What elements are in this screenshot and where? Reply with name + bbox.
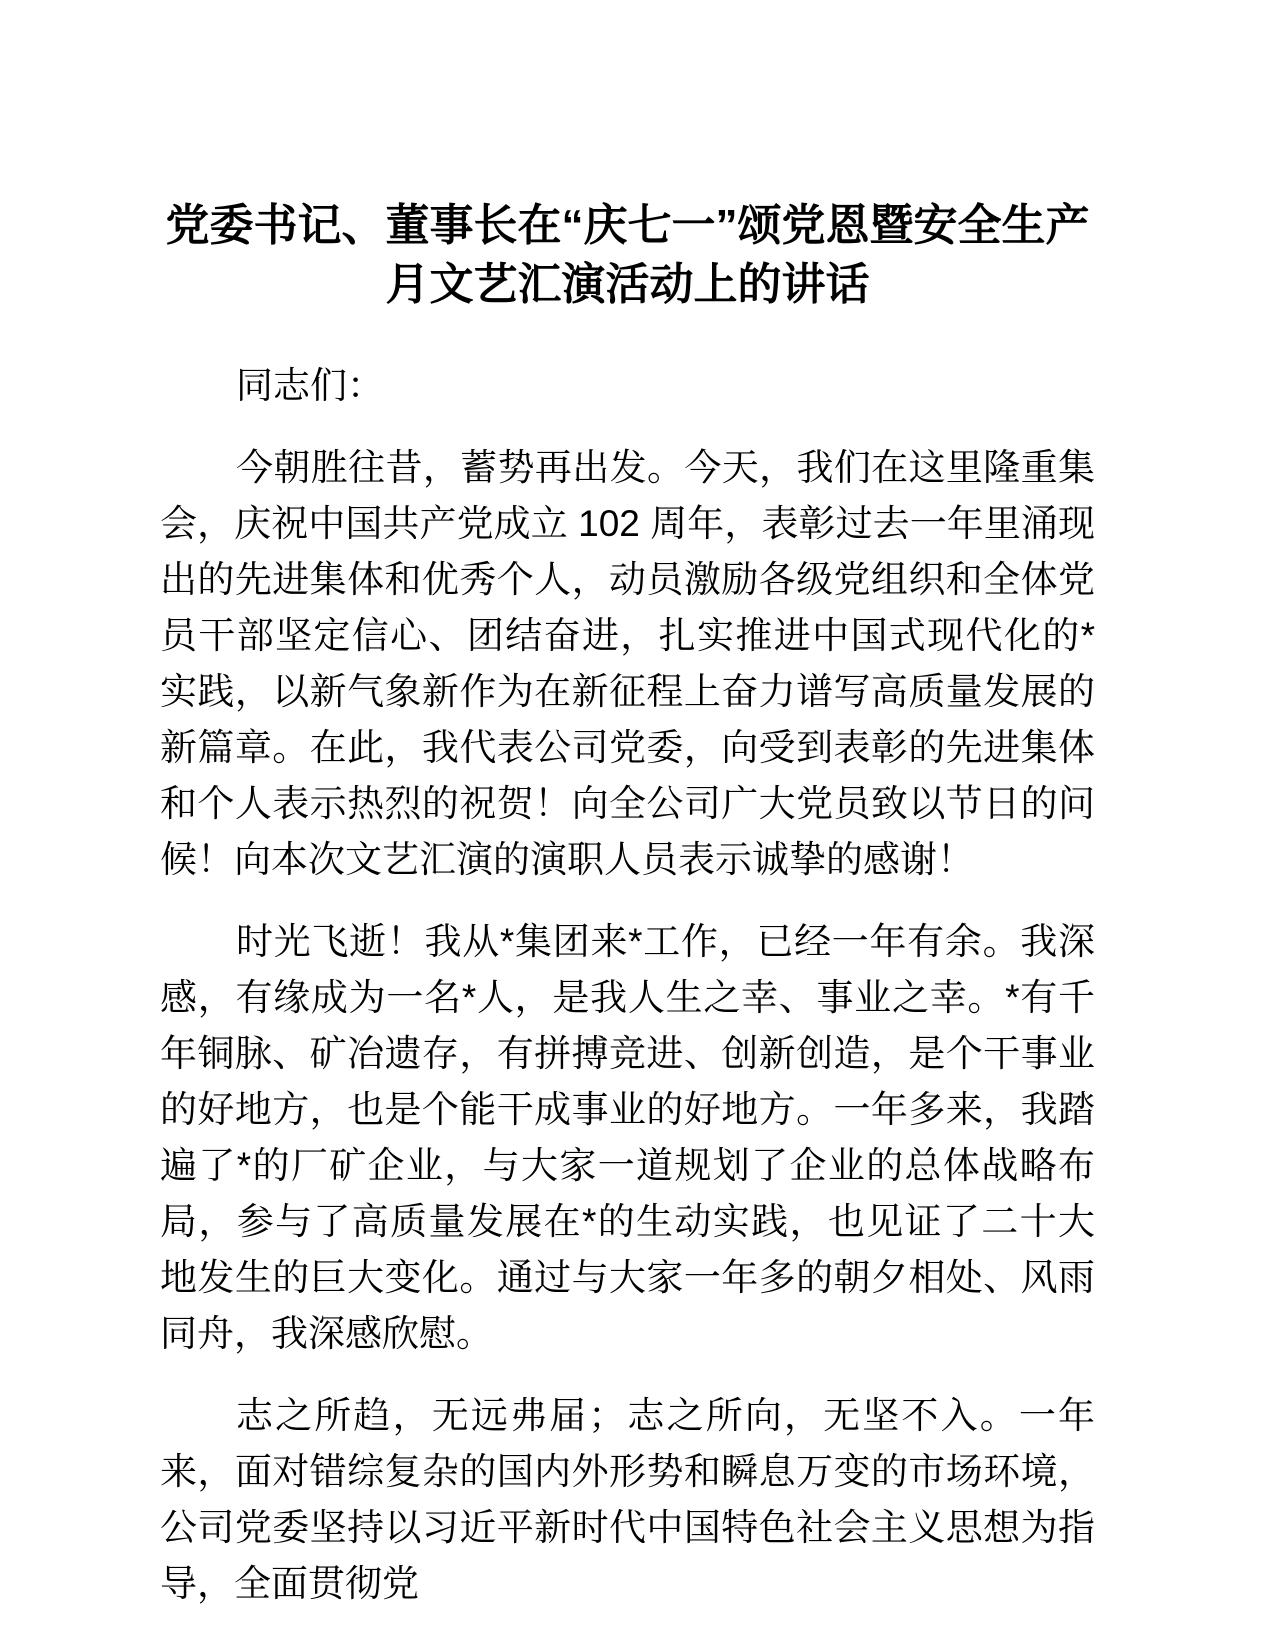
- document-content: [160, 196, 1095, 1612]
- body-paragraph-2: 时光飞逝！我从*集团来*工作，已经一年有余。我深感，有缘成为一名*人，是我人生之幸、事业之幸。*有千年铜脉、矿冶遗存，有拼搏竞进、创新创造，是个干事业的好地方，也是个能干成事业的好地方。一年多来，我踏遍了*的厂矿企业，与大家一道规划了企业的总体战略布局，参与了高质量发展在*的生动实践，也见证了二十大地发生的巨大变化。通过与大家一年多的朝夕相处、风雨同舟，我深感欣慰。: [160, 921, 1095, 1354]
- page-title: [160, 196, 1095, 314]
- salutation: 同志们：: [236, 365, 384, 406]
- page-title-line-2: 生产月文艺汇演活动上的讲话: [385, 201, 1090, 309]
- page-title-line-1: 党委书记、董事长在“庆七一”颂党恩暨安全: [165, 201, 1002, 250]
- body-paragraph-1: 今朝胜往昔，蓄势再出发。今天，我们在这里隆重集会，庆祝中国共产党成立 102 周年，表彰过去一年里涌现出的先进集体和优秀个人，动员激励各级党组织和全体党员干部坚定信心、团结奋进，扎实推进中国式现代化的*实践，以新气象新作为在新征程上奋力谱写高质量发展的新篇章。在此，我代表公司党委，向受到表彰的先进集体和个人表示热烈的祝贺！向全公司广大党员致以节日的问候！向本次文艺汇演的演职人员表示诚挚的感谢！: [160, 447, 1095, 880]
- body-paragraph-3: 志之所趋，无远弗届；志之所向，无坚不入。一年来，面对错综复杂的国内外形势和瞬息万变的市场环境，公司党委坚持以习近平新时代中国特色社会主义思想为指导，全面贯彻党: [160, 1395, 1095, 1604]
